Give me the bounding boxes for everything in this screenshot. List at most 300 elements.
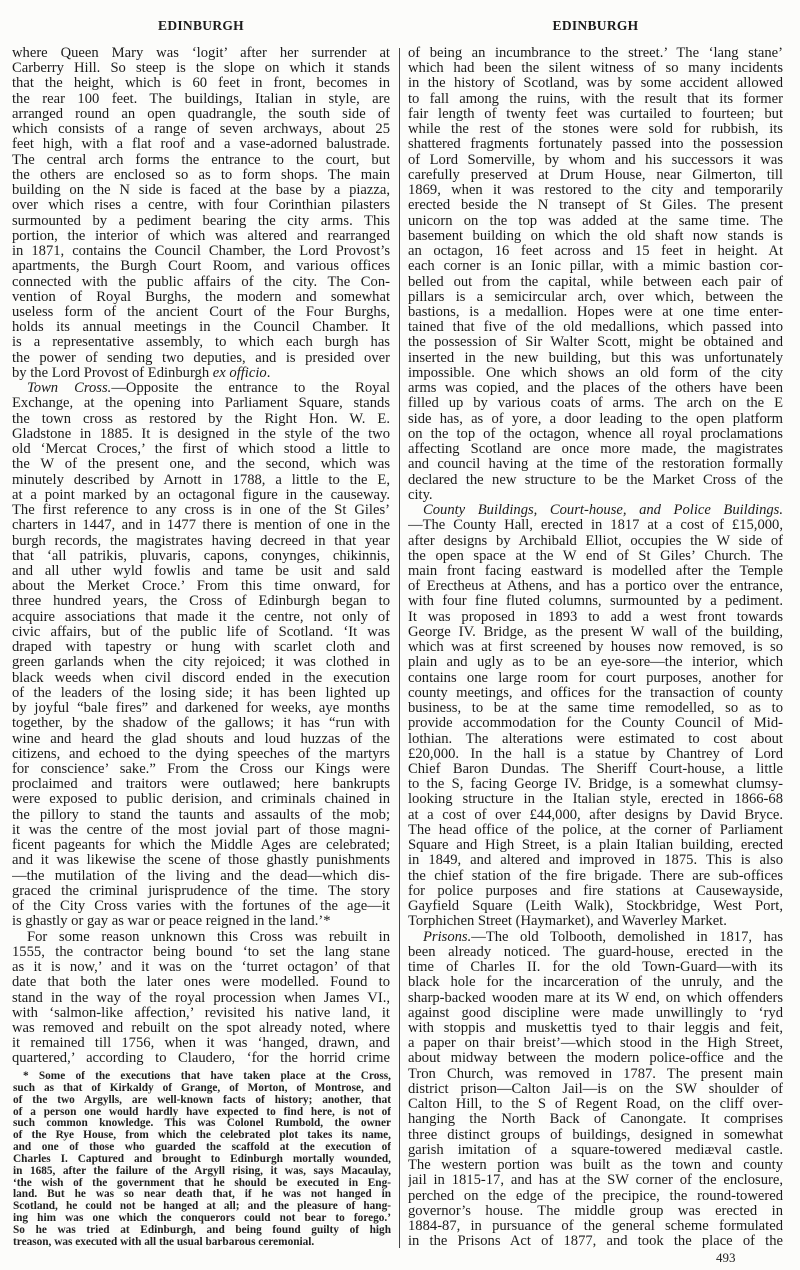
text-line bbox=[13, 1178, 391, 1190]
paragraph bbox=[408, 930, 783, 1250]
text: the power of sending two deputies, and is presided over bbox=[12, 350, 390, 366]
text-line bbox=[12, 153, 390, 168]
text-line bbox=[12, 457, 390, 472]
text: Scotland, he could not be hanged at all; and the pleasure of hang- bbox=[13, 1201, 391, 1213]
text: in 1871, contains the Council Chamber, the Lord Provost’s bbox=[12, 244, 390, 260]
text: of being an incumbrance to the street.’ The ‘lang stane’ bbox=[408, 46, 783, 61]
text: quartered,’ according to Claudero, ‘for the horrid crime bbox=[12, 1051, 390, 1067]
text-line bbox=[408, 869, 783, 884]
text-line bbox=[408, 1051, 783, 1066]
text: ‘the wish of the government that he should be executed in Eng- bbox=[13, 1177, 391, 1189]
text-line bbox=[13, 1071, 391, 1083]
text: it remained till 1756, when it was ‘hanged, drawn, and bbox=[12, 1036, 390, 1052]
text: Square and High Street, is a plain Italian building, erected bbox=[408, 838, 783, 854]
text-line bbox=[408, 549, 783, 564]
text: shattered fragments fortunately passed into the possession bbox=[408, 137, 783, 153]
text: Chief Baron Dundas. The Sheriff Court-house, a little bbox=[408, 762, 783, 778]
text-line bbox=[13, 1118, 391, 1130]
text: with stoppis and muskettis tyed to thair leggis and feit, bbox=[408, 1021, 783, 1036]
left-column bbox=[12, 46, 390, 1067]
text: at a cost of over £44,000, after designs by David Bryce. bbox=[408, 807, 783, 823]
text-line bbox=[13, 1083, 391, 1095]
text-line bbox=[408, 1082, 783, 1097]
text: vention of Royal Burghs, the modern and somewhat bbox=[12, 289, 390, 305]
text: in the history of Scotland, was by some accident allowed bbox=[408, 76, 783, 92]
page-number: 493 bbox=[716, 1250, 736, 1265]
text-line bbox=[12, 899, 390, 914]
text-line bbox=[12, 671, 390, 686]
text: governor’s house. The middle group was erected in bbox=[408, 1203, 783, 1219]
text: lothian. The alterations were estimated to cost about bbox=[408, 731, 783, 747]
text: minutely described by Arnott in 1788, a little to the E, bbox=[12, 472, 390, 488]
text-line bbox=[12, 975, 390, 990]
text-line bbox=[12, 320, 390, 335]
text-line bbox=[12, 884, 390, 899]
text: a paper on thair breist’—which stood in the High Street, bbox=[408, 1036, 783, 1052]
text-line bbox=[12, 396, 390, 411]
text-line bbox=[12, 716, 390, 731]
text: Exchange, at the opening into Parliament Square, stands bbox=[12, 396, 390, 412]
text-line bbox=[13, 1225, 391, 1237]
text-line bbox=[408, 884, 783, 899]
text: feet high, with a flat roof and a vase-adorned balustrade. bbox=[12, 137, 390, 153]
text-line bbox=[12, 625, 390, 640]
text: side has, as of yore, a door leading to the open platform bbox=[408, 411, 783, 427]
text-line bbox=[408, 46, 783, 61]
text-line bbox=[12, 381, 390, 396]
text: that ‘all patrikis, pluvaris, capons, conynges, chikinnis, bbox=[12, 548, 390, 564]
text-line bbox=[12, 686, 390, 701]
text-line bbox=[408, 335, 783, 350]
italic-text: Prisons. bbox=[423, 929, 472, 945]
text-line bbox=[12, 473, 390, 488]
text: treason, was executed with all the usual barbarous ceremonial. bbox=[13, 1236, 315, 1248]
text: with four fine fluted columns, surmounted by a pediment. bbox=[408, 594, 783, 610]
text-line bbox=[408, 610, 783, 625]
text: plain and ugly as to be an eye-sore—the interior, which bbox=[408, 655, 783, 671]
text: unicorn on the top was added at the same time. The bbox=[408, 213, 783, 229]
text-line bbox=[12, 244, 390, 259]
text-line bbox=[12, 351, 390, 366]
text-line bbox=[13, 1154, 391, 1166]
text-line bbox=[408, 1021, 783, 1036]
text: the rear 100 feet. The buildings, Italian in style, are bbox=[12, 91, 390, 107]
italic-text: Town Cross. bbox=[27, 381, 112, 397]
text: looking structure in the Italian style, erected in 1866-68 bbox=[408, 792, 783, 808]
text-line bbox=[12, 838, 390, 853]
text-line bbox=[408, 259, 783, 274]
text: draped with tapestry or hung with scarlet cloth and bbox=[12, 640, 390, 656]
text-line bbox=[12, 960, 390, 975]
text-line bbox=[408, 899, 783, 914]
text-line bbox=[408, 1036, 783, 1051]
text-line bbox=[408, 76, 783, 91]
text-line bbox=[12, 46, 390, 61]
text-line bbox=[12, 930, 390, 945]
text-line bbox=[13, 1130, 391, 1142]
text: portion, the interior of which was altered and rearranged bbox=[12, 228, 390, 244]
text: by the Lord Provost of Edinburgh bbox=[12, 365, 213, 381]
text-line bbox=[12, 808, 390, 823]
text-line bbox=[12, 92, 390, 107]
text-line bbox=[13, 1142, 391, 1154]
text-line bbox=[408, 320, 783, 335]
text-line bbox=[12, 534, 390, 549]
paragraph bbox=[12, 930, 390, 1067]
text-line bbox=[12, 823, 390, 838]
text: on the top of the octagon, whence all royal proclamations bbox=[408, 426, 783, 442]
text: George IV. Bridge, as the present W wall of the building, bbox=[408, 624, 783, 640]
text-line bbox=[408, 1189, 783, 1204]
text: useless form of the ancient Court of the Four Burghs, bbox=[12, 304, 390, 320]
text-line bbox=[408, 168, 783, 183]
text: and it was likewise the scene of those ghastly punishments bbox=[12, 853, 390, 869]
paragraph bbox=[13, 1071, 391, 1249]
text-line bbox=[408, 823, 783, 838]
text: which had been the silent witness of so many incidents bbox=[408, 61, 783, 77]
text-line bbox=[408, 122, 783, 137]
text-line bbox=[12, 442, 390, 457]
text: declared the new structure to be the Market Cross of the bbox=[408, 472, 783, 488]
text-line bbox=[12, 518, 390, 533]
text-line bbox=[408, 945, 783, 960]
text: in the Prisons Act of 1877, and took the place of the bbox=[408, 1234, 783, 1250]
text-line bbox=[408, 792, 783, 807]
text: arranged round an open quadrangle, the south side of bbox=[12, 106, 390, 122]
text-line bbox=[408, 61, 783, 76]
text: Torphichen Street (Haymarket), and Waverley Market. bbox=[408, 914, 727, 930]
text: —The old Tolbooth, demolished in 1817, has bbox=[471, 929, 783, 945]
text: The first reference to any cross is in one of the St Giles’ bbox=[12, 503, 390, 519]
text-line bbox=[13, 1237, 391, 1249]
text-line bbox=[408, 1158, 783, 1173]
text: fair length of twenty feet was curtailed to fourteen; but bbox=[408, 106, 783, 122]
paragraph bbox=[408, 503, 783, 930]
text-line bbox=[12, 655, 390, 670]
text-line bbox=[12, 168, 390, 183]
text: 1869, when it was restored to the city and temporarily bbox=[408, 183, 783, 199]
text-line bbox=[408, 214, 783, 229]
text-line bbox=[408, 488, 783, 503]
text: business, to be at the same time remodelled, so as to bbox=[408, 701, 783, 717]
text: about the Merket Croce.’ From this time onward, for bbox=[12, 579, 390, 595]
text-line bbox=[12, 549, 390, 564]
text-line bbox=[408, 107, 783, 122]
text: to fall among the ruins, with the result that its former bbox=[408, 91, 783, 107]
text-line bbox=[408, 640, 783, 655]
text-line bbox=[12, 1051, 390, 1066]
text-line bbox=[12, 701, 390, 716]
text-line bbox=[408, 1128, 783, 1143]
text: together, by the shadow of the gallows; it has “run with bbox=[12, 716, 390, 732]
text: * Some of the executions that have taken place at the Cross, bbox=[23, 1071, 391, 1082]
text: the possession of Sir Walter Scott, might be obtained and bbox=[408, 335, 783, 351]
text-line bbox=[13, 1166, 391, 1178]
text: wine and heard the glad shouts and loud huzzas of the bbox=[12, 731, 390, 747]
text-line bbox=[408, 518, 783, 533]
text-line bbox=[408, 1173, 783, 1188]
text: affecting Scotland are once more made, the magistrates bbox=[408, 442, 783, 458]
text: is ghastly or gay as war or peace reigned in the land.’* bbox=[12, 914, 331, 930]
text: The head office of the police, at the corner of Parliament bbox=[408, 822, 783, 838]
text-line bbox=[408, 290, 783, 305]
text-line bbox=[408, 183, 783, 198]
text-line bbox=[12, 183, 390, 198]
text: Gayfield Square (Leith Walk), Stockbridge, West Port, bbox=[408, 899, 783, 915]
text-line bbox=[12, 229, 390, 244]
text-line bbox=[12, 747, 390, 762]
text-line bbox=[12, 122, 390, 137]
text-line bbox=[408, 625, 783, 640]
text-line bbox=[408, 701, 783, 716]
text: stand in the way of the royal procession when James VI., bbox=[12, 990, 390, 1006]
text-line bbox=[408, 838, 783, 853]
text: in 1849, and altered and improved in 1875. This is also bbox=[408, 853, 783, 869]
text: filled up by various coats of arms. The arch on the E bbox=[408, 396, 783, 412]
text: is a representative assembly, to which each burgh has bbox=[12, 335, 390, 351]
text-line bbox=[408, 1067, 783, 1082]
text-line bbox=[408, 457, 783, 472]
text: ing him was one which the conquerors could not bear to forego.’ bbox=[13, 1213, 391, 1225]
text: black hole for the incarceration of the unruly, and the bbox=[408, 975, 783, 991]
text-line bbox=[408, 351, 783, 366]
text-line bbox=[12, 1006, 390, 1021]
text-line bbox=[12, 488, 390, 503]
text-line bbox=[408, 1006, 783, 1021]
text: proclaimed and traitors were outlawed; here bankrupts bbox=[12, 777, 390, 793]
text-line bbox=[12, 61, 390, 76]
text: Tron Church, was removed in 1787. The present main bbox=[408, 1066, 783, 1082]
text: an octagon, 16 feet across and 15 feet in height. At bbox=[408, 244, 783, 260]
text-line bbox=[408, 762, 783, 777]
text-line bbox=[408, 137, 783, 152]
text: of the Rye House, from which the celebrated plot takes its name, bbox=[13, 1130, 391, 1142]
text: provide accommodation for the County Council of Mid- bbox=[408, 716, 783, 732]
text: impossible. One which shows an old form of the city bbox=[408, 365, 783, 381]
text: to the S, facing George IV. Bridge, is a somewhat clumsy- bbox=[408, 777, 783, 793]
text: three distinct groups of buildings, designed in somewhat bbox=[408, 1127, 783, 1143]
text: Carberry Hill. So steep is the slope on which it stands bbox=[12, 61, 390, 77]
text-line bbox=[408, 473, 783, 488]
text-line bbox=[408, 427, 783, 442]
text: contains one large room for court purposes, another for bbox=[408, 670, 783, 686]
text-line bbox=[408, 503, 783, 518]
text: graced the criminal jurisprudence of the time. The story bbox=[12, 883, 390, 899]
text: jail in 1815-17, and has at the SW corner of the enclosure, bbox=[408, 1173, 783, 1189]
text-line bbox=[12, 991, 390, 1006]
text-line bbox=[408, 366, 783, 381]
text-line bbox=[408, 1112, 783, 1127]
text: garish imitation of a square-towered mediæval castle. bbox=[408, 1142, 783, 1158]
text-line bbox=[12, 594, 390, 609]
text: each corner is an Ionic pillar, with a mimic bastion cor- bbox=[408, 259, 783, 275]
text-line bbox=[408, 564, 783, 579]
text: The western portion was built as the town and county bbox=[408, 1158, 783, 1174]
text-line bbox=[408, 732, 783, 747]
text-line bbox=[12, 914, 390, 929]
text-line bbox=[408, 914, 783, 929]
text-line bbox=[408, 655, 783, 670]
text-line bbox=[13, 1189, 391, 1201]
text-line bbox=[408, 747, 783, 762]
text-line bbox=[12, 564, 390, 579]
text-line bbox=[408, 671, 783, 686]
text-line bbox=[408, 716, 783, 731]
text-line bbox=[12, 610, 390, 625]
text: Gladstone in 1885. It is designed in the style of the two bbox=[12, 426, 390, 442]
text: . bbox=[266, 365, 271, 381]
text-line bbox=[408, 991, 783, 1006]
text-line bbox=[408, 381, 783, 396]
text-line bbox=[12, 412, 390, 427]
text: after designs by Archibald Elliot, occupies the W side of bbox=[408, 533, 783, 549]
text-line bbox=[408, 1234, 783, 1249]
text: burgh records, the magistrates having decreed in that year bbox=[12, 533, 390, 549]
text: apartments, the Burgh Court Room, and various offices bbox=[12, 259, 390, 275]
text-line bbox=[12, 76, 390, 91]
text: —The County Hall, erected in 1817 at a cost of £15,000, bbox=[408, 518, 783, 534]
text: acquire associations that made it the centre, not only of bbox=[12, 609, 390, 625]
text: three hundred years, the Cross of Edinburgh began to bbox=[12, 594, 390, 610]
text-line bbox=[12, 198, 390, 213]
text-line bbox=[408, 92, 783, 107]
text-line bbox=[408, 244, 783, 259]
text-line bbox=[12, 1036, 390, 1051]
text-line bbox=[408, 1204, 783, 1219]
text: it was the centre of the most jovial part of those magni- bbox=[12, 822, 390, 838]
text-line bbox=[408, 686, 783, 701]
text-line bbox=[408, 275, 783, 290]
text: as it is now,’ and it was on the ‘turret octagon’ of that bbox=[12, 960, 390, 976]
text-line bbox=[12, 792, 390, 807]
text: ficent pageants for which the Middle Ages are celebrated; bbox=[12, 838, 390, 854]
text-line bbox=[12, 427, 390, 442]
text: while the rest of the stones were sold for rubbish, its bbox=[408, 122, 783, 138]
text: against good discipline were made unwillingly to ‘ryd bbox=[408, 1005, 783, 1021]
text-line bbox=[12, 335, 390, 350]
text: arms was copied, and the places of the others have been bbox=[408, 381, 783, 397]
text-line bbox=[12, 366, 390, 381]
text-line bbox=[13, 1201, 391, 1213]
text: 1555, the contractor being bound ‘to set the lang stane bbox=[12, 944, 390, 960]
text-line bbox=[12, 107, 390, 122]
running-head-left: EDINBURGH bbox=[158, 18, 244, 33]
text-line bbox=[408, 442, 783, 457]
text: inserted in the new building, but this was unfortunately bbox=[408, 350, 783, 366]
text: been already noticed. The guard-house, erected in the bbox=[408, 944, 783, 960]
text-line bbox=[408, 808, 783, 823]
paragraph bbox=[12, 46, 390, 381]
text-line bbox=[12, 853, 390, 868]
text-line bbox=[408, 153, 783, 168]
text: It was proposed in 1893 to add a west front towards bbox=[408, 609, 783, 625]
text: pillars is a semicircular arch, over which, between the bbox=[408, 289, 783, 305]
text: main front facing eastward is modelled after the Temple bbox=[408, 563, 783, 579]
text: of the City Cross varies with the fortunes of the age—it bbox=[12, 899, 390, 915]
text: by joyful “bale fires” and darkened for weeks, aye months bbox=[12, 701, 390, 717]
text: were exposed to public derision, and criminals chained in bbox=[12, 792, 390, 808]
text-line bbox=[408, 1143, 783, 1158]
text: the W of the present one, and the second, which was bbox=[12, 457, 390, 473]
text: perched on the edge of the precipice, the round-towered bbox=[408, 1188, 783, 1204]
text: which consists of a range of seven archways, about 25 bbox=[12, 122, 390, 138]
text-line bbox=[408, 930, 783, 945]
text: where Queen Mary was ‘logit’ after her surrender at bbox=[12, 46, 390, 61]
text-line bbox=[12, 137, 390, 152]
text: for police purposes and fire stations at Causewayside, bbox=[408, 883, 783, 899]
text: the chief station of the fire brigade. There are sub-offices bbox=[408, 868, 783, 884]
text: tained that five of the old medallions, which passed into bbox=[408, 320, 783, 336]
text: holds its annual meetings in the Council Chamber. It bbox=[12, 320, 390, 336]
text: district prison—Calton Jail—is on the SW shoulder of bbox=[408, 1081, 783, 1097]
italic-text: ex officio bbox=[212, 365, 267, 381]
text: 1884-87, in pursuance of the general scheme formulated bbox=[408, 1219, 783, 1235]
paragraph bbox=[12, 381, 390, 929]
text: of a person one would hardly have expected to find here, is not of bbox=[13, 1106, 391, 1118]
paragraph bbox=[408, 46, 783, 503]
text-line bbox=[12, 945, 390, 960]
text: the town cross as restored by the Right Hon. W. E. bbox=[12, 411, 390, 427]
text: in 1685, after the failure of the Argyll rising, it was, says Macaulay, bbox=[13, 1165, 391, 1177]
text: —Opposite the entrance to the Royal bbox=[111, 381, 390, 397]
text: Calton Hill, to the S of Regent Road, on the cliff over- bbox=[408, 1097, 783, 1113]
text-line bbox=[408, 594, 783, 609]
text: surmounted by a pediment bearing the city arms. This bbox=[12, 213, 390, 229]
text: about midway between the modern police-office and the bbox=[408, 1051, 783, 1067]
text: connected with the public affairs of the city. The Con- bbox=[12, 274, 390, 290]
text-line bbox=[12, 732, 390, 747]
text: over which rises a centre, with four Corinthian pilasters bbox=[12, 198, 390, 214]
text: the others are enclosed so as to form shops. The main bbox=[12, 167, 390, 183]
text-line bbox=[408, 579, 783, 594]
text: of Lord Somerville, by whom and his successors it was bbox=[408, 152, 783, 168]
text: building on the N side is faced at the base by a piazza, bbox=[12, 183, 390, 199]
right-column bbox=[408, 46, 783, 1250]
text-line bbox=[408, 777, 783, 792]
text-line bbox=[408, 1219, 783, 1234]
text: For some reason unknown this Cross was rebuilt in bbox=[27, 929, 390, 945]
text: belled out from the capital, while between each pair of bbox=[408, 274, 783, 290]
text-line bbox=[13, 1095, 391, 1107]
text: charters in 1447, and in 1477 there is mention of one in the bbox=[12, 518, 390, 534]
text: county meetings, and offices for the transaction of county bbox=[408, 685, 783, 701]
text: such as that of Kirkaldy of Grange, of Morton, of Montrose, and bbox=[13, 1082, 391, 1094]
text: city. bbox=[408, 487, 433, 503]
footnote bbox=[13, 1071, 391, 1249]
text: bastions, is a medallion. Hopes were at one time enter- bbox=[408, 304, 783, 320]
text: was removed and rebuilt on the spot already noted, where bbox=[12, 1021, 390, 1036]
text-line bbox=[12, 579, 390, 594]
text-line bbox=[408, 534, 783, 549]
text: with ‘salmon-like affection,’ revisited his native land, it bbox=[12, 1005, 390, 1021]
text: —the mutilation of the living and the dead—which dis- bbox=[12, 868, 390, 884]
text: civic affairs, but of the public life of Scotland. ‘It was bbox=[12, 624, 390, 640]
text: carefully preserved at Drum House, near Gilmerton, till bbox=[408, 167, 783, 183]
text-line bbox=[12, 640, 390, 655]
text-line bbox=[408, 396, 783, 411]
text-line bbox=[13, 1213, 391, 1225]
text-line bbox=[408, 1097, 783, 1112]
text-line bbox=[408, 305, 783, 320]
text: date that both the later ones were modelled. Found to bbox=[12, 975, 390, 991]
text-line bbox=[12, 290, 390, 305]
text-line bbox=[12, 777, 390, 792]
text: £20,000. In the hall is a statue by Chantrey of Lord bbox=[408, 746, 783, 762]
text: and all uther wyld fowlis and tame be usit and sald bbox=[12, 563, 390, 579]
text: the pillory to stand the taunts and assaults of the mob; bbox=[12, 807, 390, 823]
text: green garlands when the city rejoiced; it was clothed in bbox=[12, 655, 390, 671]
text-line bbox=[13, 1107, 391, 1119]
